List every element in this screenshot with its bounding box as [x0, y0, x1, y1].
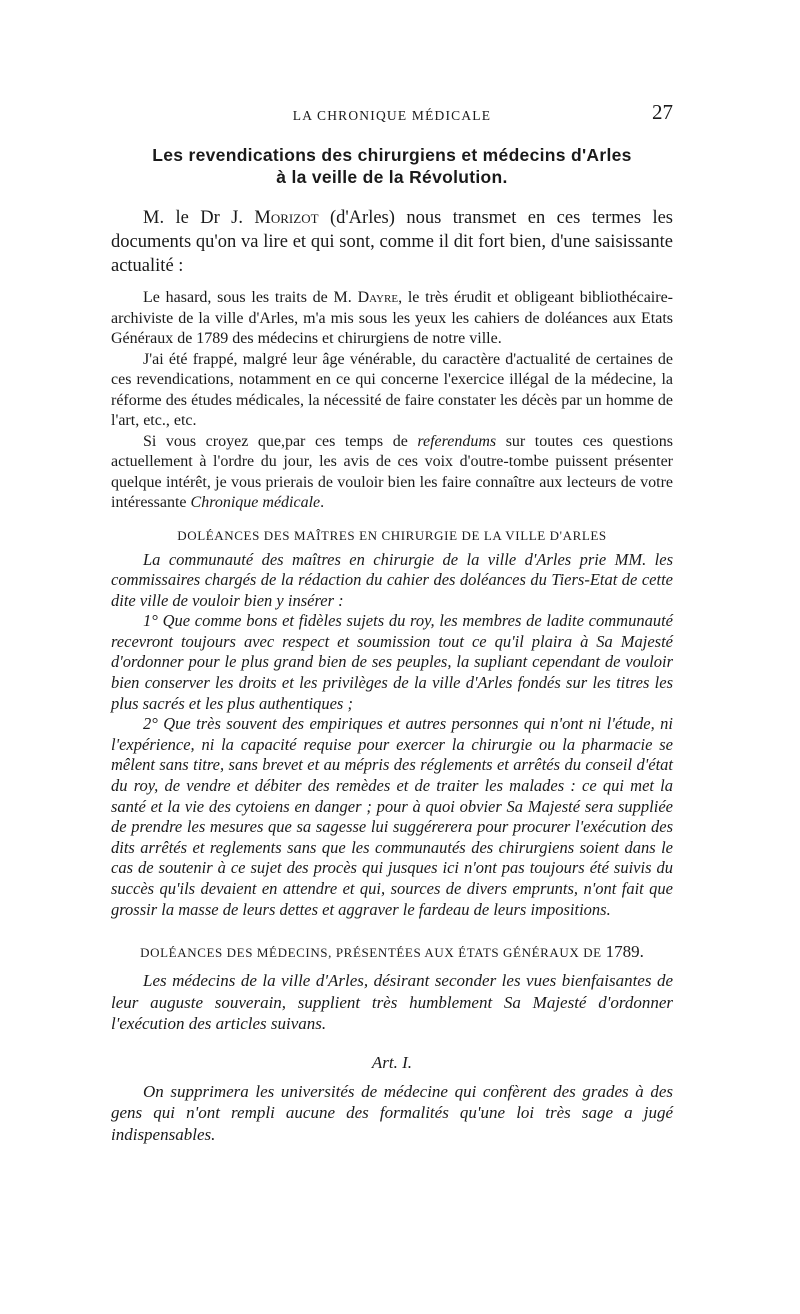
page — [111, 100, 673, 1145]
section-heading-physicians-text: DOLÉANCES DES MÉDECINS, PRÉSENTÉES AUX ÉTATS GÉNÉRAUX DE — [140, 945, 602, 961]
author-name: Morizot — [254, 208, 319, 228]
letter-paragraph-1 — [111, 288, 673, 350]
article-title — [111, 144, 673, 188]
page-number: 27 — [652, 100, 673, 124]
intro-prefix: M. le Dr J. — [143, 208, 255, 228]
surgeons-paragraph-2: 1° Que comme bons et fidèles sujets du roy, les membres de ladite communauté recevront toujours avec respect et soumission tout ce qu'il plaira à Sa Majesté d'ordonner pour le plus grand bien de ses peuples, la supliant cependant de vouloir bien conserver les droits et les privilèges de la ville d'Arles fondés sur les titres les plus sacrés et les plus authentiques ; — [111, 611, 673, 713]
letter-p3-text-a: Si vous croyez que,par ces temps de — [143, 432, 418, 450]
letter-p1-text-a: Le hasard, sous les traits de M. — [143, 289, 358, 306]
intro-paragraph — [111, 206, 673, 278]
article-title-line-1: Les revendications des chirurgiens et médecins d'Arles — [152, 145, 632, 165]
physicians-article-1-text: On supprimera les universités de médecine qui confèrent des grades à des gens qui n'ont rempli aucune des formalités qu'une loi très sage a jugé indispensables. — [111, 1081, 673, 1144]
letter-paragraph-2: J'ai été frappé, malgré leur âge vénérable, du caractère d'actualité de certaines de ces revendications, notamment en ce qui concerne l'exercice illégal de la médecine, la réforme des études médicales, la nécessité de faire constater les décès par un homme de l'art, etc., etc. — [111, 350, 673, 429]
section-heading-year: 1789. — [605, 942, 644, 962]
journal-title: LA CHRONIQUE MÉDICALE — [292, 108, 492, 123]
article-title-line-2: à la veille de la Révolution. — [276, 167, 508, 187]
surgeons-paragraph-1: La communauté des maîtres en chirurgie de la ville d'Arles prie MM. les commissaires chargés de la rédaction du cahier des doléances du Tiers-Etat de cette dite ville de vouloir bien y insérer : — [111, 549, 673, 610]
article-heading: Art. I. — [371, 1052, 413, 1072]
letter-p3-emphasis: referendums — [417, 432, 497, 450]
surgeons-paragraph-3: 2° Que très souvent des empiriques et autres personnes qui n'ont ni l'étude, ni l'expérience, ni la capacité requise pour exercer la chirurgie ou la pharmacie se mêlent sans titre, sans brevet et au mépris des réglements et arrêtés du conseil d'état du roy, de vendre et débiter des remèdes et de traiter les malades : ce qui met la santé et la vie des cytoiens en danger ; pour à quoi obvier Sa Majesté sera suppliée de prendre les mesures que sa sagesse lui suggérerera pour procurer l'exécution des dits arrêtés et reglements sans que les communautés des chirurgiens soient dans le cas de soutenir à ce sujet des procès qui jusques ici n'ont pas toujours été suivis du succès qu'ils devaient en attendre et qui, sources de divers emprunts, n'ont fait que grossir la masse de leurs dettes et aggraver le fardeau de leurs impositions. — [111, 714, 673, 919]
archivist-name: Dayre — [357, 289, 399, 306]
section-heading-physicians — [111, 942, 673, 962]
letter-paragraph-3 — [111, 432, 673, 514]
letter-p3-text-c: . — [320, 494, 325, 511]
intro-rest: (d'Arles) nous transmet en ces termes les documents qu'on va lire et qui sont, comme il dit fort bien, d'une saisissante actualité : — [111, 208, 673, 276]
journal-name-italic: Chronique médicale — [190, 494, 321, 511]
physicians-paragraph-1: Les médecins de la ville d'Arles, désirant seconder les vues bienfaisantes de leur auguste souverain, supplient très humblement Sa Majesté d'ordonner l'exécution des articles suivans. — [111, 971, 673, 1034]
running-head — [111, 100, 673, 130]
letter-p1-text-b: , le très érudit et obligeant bibliothécaire-archiviste de la ville d'Arles, m'a mis sous les yeux les cahiers de doléances aux Etats Généraux de 1789 des médecins et chirurgiens de notre ville. — [111, 289, 674, 347]
letter-p3-text-b: sur toutes ces questions actuellement à l'ordre du jour, les avis de ces voix d'outre-tombe puissent présenter quelque intérêt, je vous prierais de vouloir bien les faire connaître aux lecteurs de votre intéressante — [111, 432, 673, 511]
section-heading-surgeons: DOLÉANCES DES MAÎTRES EN CHIRURGIE DE LA VILLE D'ARLES — [177, 527, 607, 543]
